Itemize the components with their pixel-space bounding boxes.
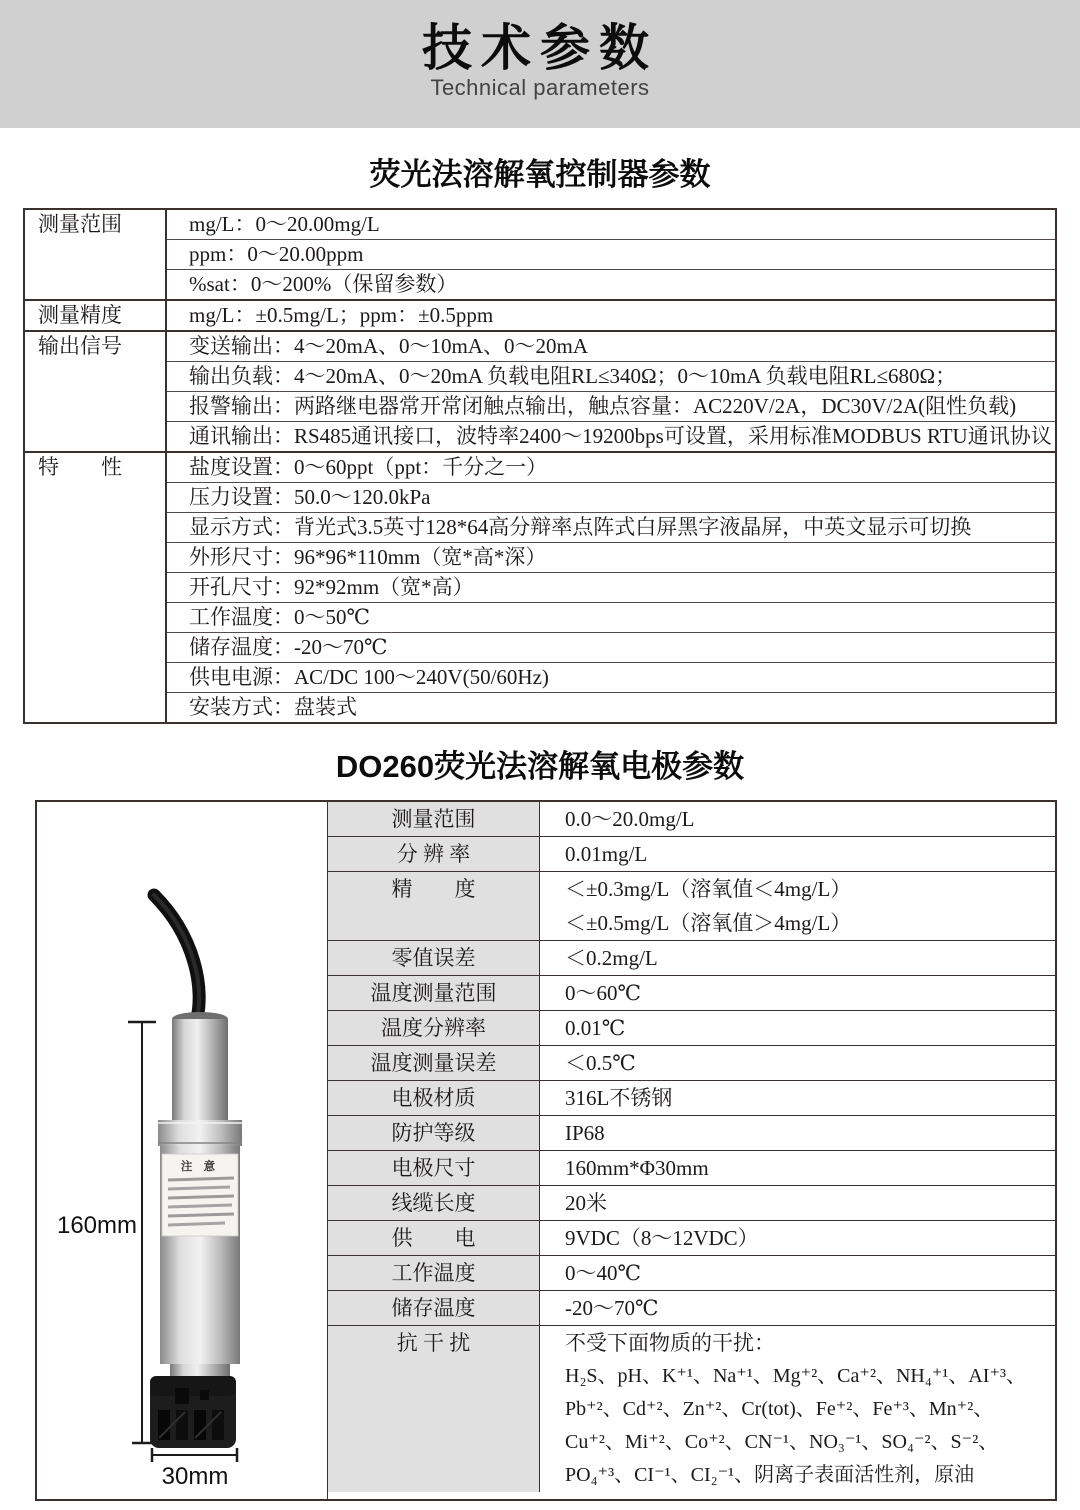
table-row: %sat：0～200%（保留参数） bbox=[167, 269, 1055, 299]
table-row bbox=[328, 1185, 1055, 1220]
electrode-illustration bbox=[37, 802, 327, 1499]
table-row: 变送输出：4～20mA、0～10mA、0～20mA bbox=[189, 334, 588, 358]
controller-section-title: 荧光法溶解氧控制器参数 bbox=[369, 157, 711, 192]
row-value: 0.01℃ bbox=[565, 1016, 626, 1040]
table-row: 外形尺寸：96*96*110mm（宽*高*深） bbox=[167, 542, 1055, 572]
electrode-table bbox=[35, 800, 1057, 1501]
row-value: 0～60℃ bbox=[565, 981, 641, 1005]
table-row bbox=[328, 1290, 1055, 1325]
table-row: 工作温度：0～50℃ bbox=[167, 602, 1055, 632]
row-value: ＜0.2mg/L bbox=[565, 946, 658, 970]
table-row bbox=[328, 1220, 1055, 1255]
value-line: H₂S、pH、K⁺¹、Na⁺¹、Mg⁺²、Ca⁺²、NH₄⁺¹、AI⁺³、 bbox=[565, 1365, 1027, 1387]
row-label: 电极材质 bbox=[328, 1081, 540, 1115]
row-value: 0～40℃ bbox=[565, 1261, 641, 1285]
row-label: 测量范围 bbox=[328, 802, 540, 836]
table-row bbox=[328, 1115, 1055, 1150]
table-row bbox=[328, 1045, 1055, 1080]
row-value: ＜0.5℃ bbox=[565, 1051, 636, 1075]
header-band bbox=[0, 0, 1080, 128]
group-label: 测量精度 bbox=[25, 301, 167, 330]
group-label: 测量范围 bbox=[25, 210, 167, 299]
row-label: 温度测量范围 bbox=[328, 976, 540, 1010]
row-label: 电极尺寸 bbox=[328, 1151, 540, 1185]
value-line: ＜±0.3mg/L（溶氧值＜4mg/L） bbox=[565, 877, 852, 901]
row-label: 供 电 bbox=[328, 1221, 540, 1255]
row-value: -20～70℃ bbox=[565, 1296, 659, 1320]
table-row bbox=[328, 1010, 1055, 1045]
row-label: 线缆长度 bbox=[328, 1186, 540, 1220]
electrode-spec-rows bbox=[328, 802, 1055, 1499]
probe-shoulder bbox=[158, 1120, 242, 1146]
row-value: IP68 bbox=[565, 1121, 605, 1145]
caution-title: 注 意 bbox=[180, 1161, 220, 1173]
row-label: 工作温度 bbox=[328, 1256, 540, 1290]
table-row: ppm：0～20.00ppm bbox=[167, 239, 1055, 269]
row-label: 温度测量误差 bbox=[328, 1046, 540, 1080]
table-row: 通讯输出：RS485通讯接口，波特率2400～19200bps可设置，采用标准MODBUS RTU通讯协议 bbox=[167, 421, 1055, 451]
row-label: 抗 干 扰 bbox=[328, 1326, 540, 1492]
controller-table bbox=[23, 208, 1057, 724]
page-subtitle: Technical parameters bbox=[430, 75, 650, 100]
table-row bbox=[328, 871, 1055, 940]
table-row bbox=[328, 1150, 1055, 1185]
table-row bbox=[328, 940, 1055, 975]
table-row: 供电电源：AC/DC 100～240V(50/60Hz) bbox=[167, 662, 1055, 692]
row-label: 温度分辨率 bbox=[328, 1011, 540, 1045]
value-line: Cu⁺²、Mi⁺²、Co⁺²、CN⁻¹、NO₃⁻¹、SO₄⁻²、S⁻²、 bbox=[565, 1431, 999, 1453]
row-value: 0.0～20.0mg/L bbox=[565, 807, 695, 831]
table-row: 报警输出：两路继电器常开常闭触点输出，触点容量：AC220V/2A，DC30V/2A(阻性负载) bbox=[167, 391, 1055, 421]
row-value bbox=[540, 1326, 1055, 1492]
row-value: 0.01mg/L bbox=[565, 842, 648, 866]
table-row: 压力设置：50.0～120.0kPa bbox=[167, 482, 1055, 512]
table-row bbox=[328, 836, 1055, 871]
value-line: Pb⁺²、Cd⁺²、Zn⁺²、Cr(tot)、Fe⁺²、Fe⁺³、Mn⁺²、 bbox=[565, 1398, 994, 1420]
row-label: 零值误差 bbox=[328, 941, 540, 975]
table-row bbox=[328, 1255, 1055, 1290]
row-value: 160mm*Φ30mm bbox=[565, 1156, 709, 1180]
row-value: 20米 bbox=[565, 1191, 607, 1215]
table-row bbox=[328, 1325, 1055, 1492]
value-line: 不受下面物质的干扰： bbox=[565, 1331, 775, 1355]
table-row: 显示方式：背光式3.5英寸128*64高分辩率点阵式白屏黑字液晶屏，中英文显示可切换 bbox=[167, 512, 1055, 542]
row-label: 精 度 bbox=[328, 872, 540, 940]
row-value: 316L不锈钢 bbox=[565, 1086, 673, 1110]
page-title: 技术参数 bbox=[422, 20, 658, 76]
table-row: 输出负载：4～20mA、0～20mA 负载电阻RL≤340Ω；0～10mA 负载电阻RL≤680Ω； bbox=[167, 361, 1055, 391]
dimension-height-label: 160mm bbox=[56, 1212, 137, 1239]
value-line: ＜±0.5mg/L（溶氧值＞4mg/L） bbox=[565, 911, 852, 935]
row-value: 9VDC（8～12VDC） bbox=[565, 1226, 759, 1250]
row-value bbox=[540, 872, 1055, 940]
table-group-features bbox=[25, 451, 1055, 722]
row-label: 分 辨 率 bbox=[328, 837, 540, 871]
table-row bbox=[328, 802, 1055, 836]
table-row: 储存温度：-20～70℃ bbox=[167, 632, 1055, 662]
group-label: 输出信号 bbox=[25, 332, 167, 451]
table-group-output-signal bbox=[25, 330, 1055, 451]
electrode-section-title: DO260荧光法溶解氧电极参数 bbox=[335, 749, 745, 784]
table-row: 安装方式：盘装式 bbox=[167, 692, 1055, 722]
probe-cap bbox=[172, 1019, 228, 1122]
table-row: mg/L：±0.5mg/L；ppm：±0.5ppm bbox=[189, 303, 494, 327]
value-line: PO₄⁺³、CI⁻¹、CI₂⁻¹、阴离子表面活性剂，原油 bbox=[565, 1464, 975, 1486]
electrode-photo bbox=[37, 802, 328, 1499]
table-row: 开孔尺寸：92*92mm（宽*高） bbox=[167, 572, 1055, 602]
table-row: mg/L：0～20.00mg/L bbox=[189, 212, 380, 236]
dimension-height bbox=[57, 1022, 156, 1443]
table-group-accuracy bbox=[25, 299, 1055, 330]
table-group-measure-range bbox=[25, 210, 1055, 299]
dimension-width bbox=[152, 1448, 237, 1490]
row-label: 防护等级 bbox=[328, 1116, 540, 1150]
probe-cage bbox=[150, 1376, 236, 1448]
group-label: 特 性 bbox=[25, 453, 167, 722]
caution-label bbox=[162, 1154, 238, 1236]
table-row bbox=[328, 1080, 1055, 1115]
dimension-width-label: 30mm bbox=[161, 1463, 229, 1490]
table-row bbox=[328, 975, 1055, 1010]
table-row: 盐度设置：0～60ppt（ppt：千分之一） bbox=[189, 455, 548, 479]
row-label: 储存温度 bbox=[328, 1291, 540, 1325]
